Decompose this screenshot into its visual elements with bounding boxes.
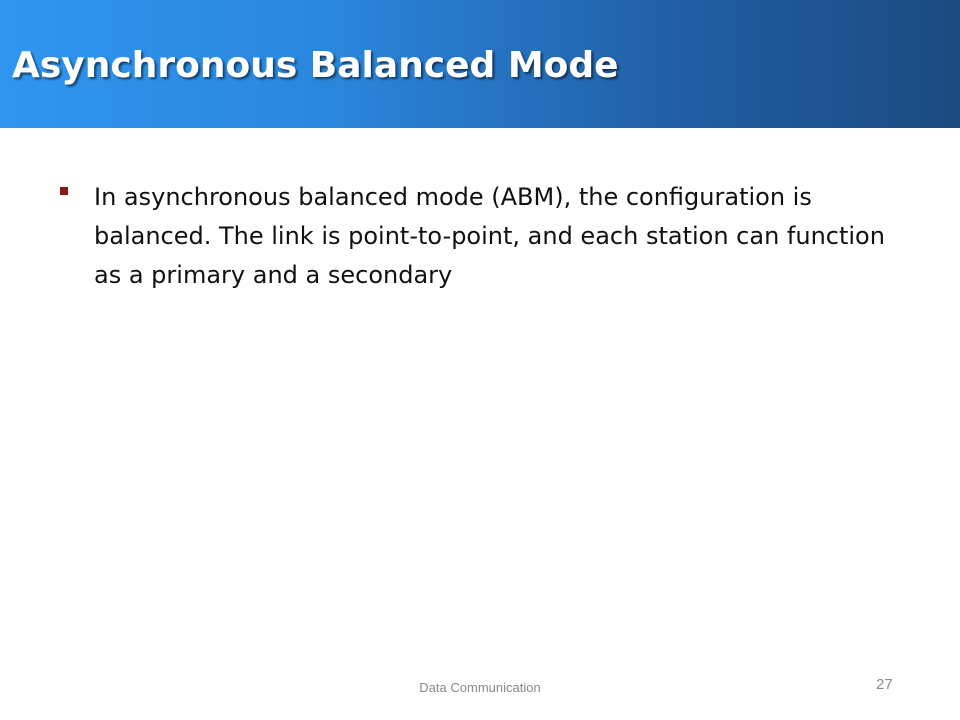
slide-title: Asynchronous Balanced Mode [12,45,619,86]
bullet-item [60,178,900,295]
slide-content [60,178,900,295]
page-number: 27 [876,676,893,693]
square-bullet-icon [60,187,68,195]
footer-text: Data Communication [419,680,541,695]
bullet-text: In asynchronous balanced mode (ABM), the configuration is balanced. The link is point-to-point, and each station can function as a primary and a secondary [94,183,885,289]
title-bar [0,0,960,128]
